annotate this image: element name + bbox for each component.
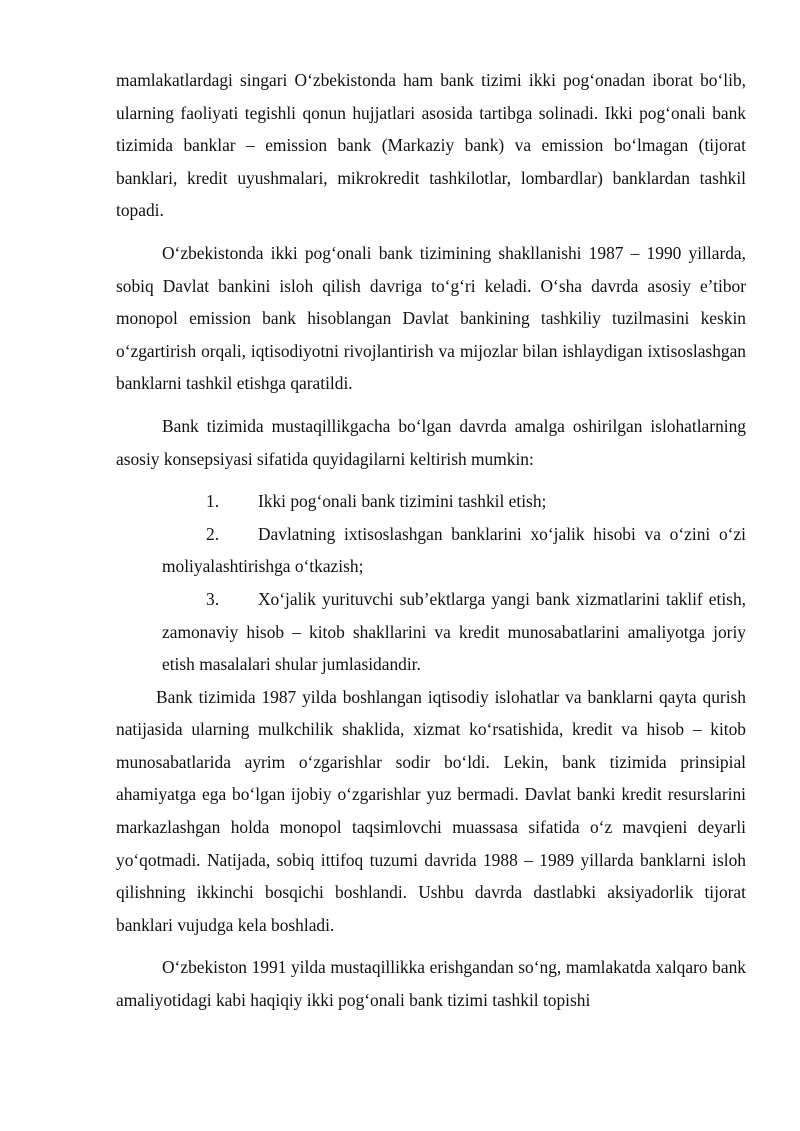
- list-text: Davlatning ixtisoslashgan banklarini xo‘jalik hisobi va o‘zini o‘zi moliyalashtirishga o‘tkazish;: [162, 523, 746, 577]
- list-item-1: [162, 485, 746, 518]
- paragraph-2: O‘zbekistonda ikki pog‘onali bank tizimining shakllanishi 1987 – 1990 yillarda, sobiq Davlat bankini isloh qilish davriga to‘g‘ri keladi. O‘sha davrda asosiy e’tibor monopol emission bank hisoblangan Davlat bankining tashkiliy tuzilmasini keskin o‘zgartirish orqali, iqtisodiyotni rivojlantirish va mijozlar bilan ishlaydigan ixtisoslashgan banklarni tashkil etishga qaratildi.: [116, 242, 746, 394]
- list-text: Xo‘jalik yurituvchi sub’ektlarga yangi bank xizmatlarini taklif etish, zamonaviy hisob – kitob shakllarini va kredit munosabatlarini amaliyotga joriy etish masalalari shular jumlasidandir.: [162, 588, 746, 675]
- list-number: 3.: [206, 588, 220, 609]
- list-number: 1.: [206, 491, 220, 512]
- paragraph-4: Bank tizimida 1987 yilda boshlangan iqtisodiy islohatlar va banklarni qayta qurish natijasida ularning mulkchilik shaklida, xizmat ko‘rsatishida, kredit va hisob – kitob munosabatlarida ayrim o‘zgarishlar sodir bo‘ldi. Lekin, bank tizimida prinsipial ahamiyatga ega bo‘lgan ijobiy o‘zgarishlar yuz bermadi. Davlat banki kredit resurslarini markazlashgan holda monopol taqsimlovchi muassasa sifatida o‘z mavqieni deyarli yo‘qotmadi. Natijada, sobiq ittifoq tuzumi davrida 1988 – 1989 yillarda banklarni isloh qilishning ikkinchi bosqichi boshlandi. Ushbu davrda dastlabki aksiyadorlik tijorat banklari vujudga kela boshladi.: [116, 686, 746, 935]
- paragraph-5: O‘zbekiston 1991 yilda mustaqillikka erishgandan so‘ng, mamlakatda xalqaro bank amaliyotidagi kabi haqiqiy ikki pog‘onali bank tizimi tashkil topishi: [116, 957, 746, 1011]
- list-item-3: [162, 583, 746, 681]
- document-page: [116, 64, 746, 1017]
- paragraph-3: Bank tizimida mustaqillikgacha bo‘lgan davrda amalga oshirilgan islohatlarning asosiy konsepsiyasi sifatida quyidagilarni keltirish mumkin:: [116, 415, 746, 469]
- list-item-2: [162, 518, 746, 583]
- numbered-list: [116, 485, 746, 681]
- list-number: 2.: [206, 523, 220, 544]
- paragraph-1: mamlakatlardagi singari O‘zbekistonda ham bank tizimi ikki pog‘onadan iborat bo‘lib, ularning faoliyati tegishli qonun hujjatlari asosida tartibga solinadi. Ikki pog‘onali bank tizimida banklar – emission bank (Markaziy bank) va emission bo‘lmagan (tijorat banklari, kredit uyushmalari, mikrokredit tashkilotlar, lombardlar) banklardan tashkil topadi.: [116, 70, 746, 221]
- list-text: Ikki pog‘onali bank tizimini tashkil etish;: [258, 491, 547, 512]
